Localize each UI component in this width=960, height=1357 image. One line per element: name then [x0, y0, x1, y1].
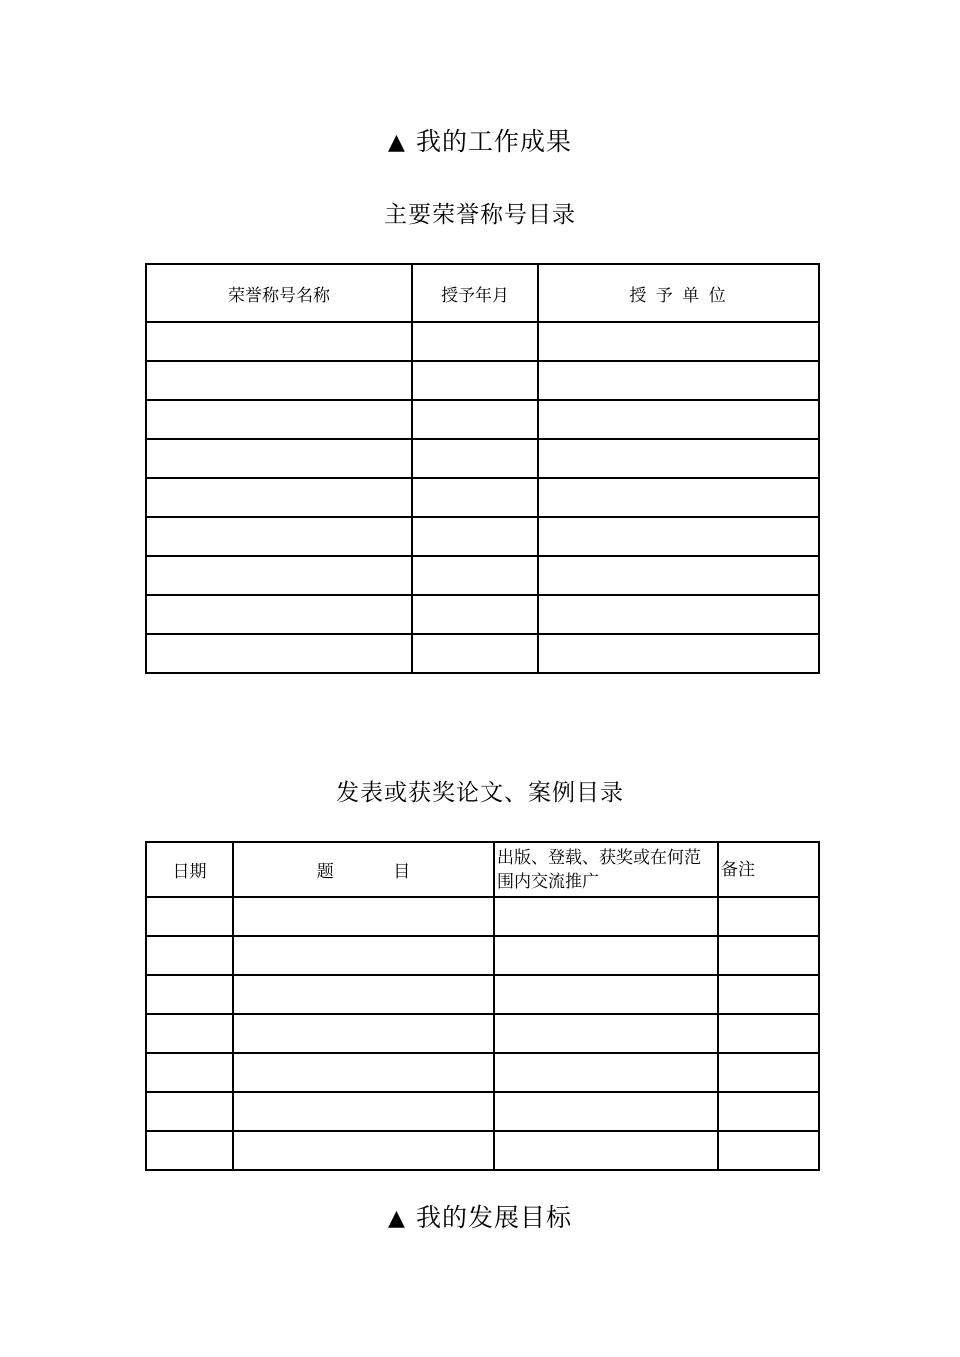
honors-cell[interactable] — [412, 478, 538, 517]
honors-cell[interactable] — [146, 361, 412, 400]
papers-header-date: 日期 — [146, 842, 233, 897]
papers-cell[interactable] — [718, 1131, 819, 1170]
papers-row — [146, 936, 819, 975]
papers-cell[interactable] — [233, 1053, 494, 1092]
honors-header-unit: 授 予 单 位 — [538, 264, 819, 322]
papers-cell[interactable] — [718, 1053, 819, 1092]
papers-cell[interactable] — [146, 897, 233, 936]
papers-cell[interactable] — [146, 1053, 233, 1092]
papers-cell[interactable] — [494, 975, 718, 1014]
papers-body — [146, 897, 819, 1170]
honors-cell[interactable] — [146, 439, 412, 478]
honors-cell[interactable] — [412, 517, 538, 556]
papers-cell[interactable] — [146, 936, 233, 975]
achievements-title: 我的工作成果 — [415, 127, 572, 156]
honors-row — [146, 400, 819, 439]
papers-cell[interactable] — [146, 1014, 233, 1053]
honors-cell[interactable] — [412, 439, 538, 478]
papers-cell[interactable] — [494, 1053, 718, 1092]
honors-cell[interactable] — [538, 595, 819, 634]
honors-cell[interactable] — [146, 595, 412, 634]
honors-table — [145, 263, 820, 674]
honors-cell[interactable] — [538, 439, 819, 478]
papers-row — [146, 897, 819, 936]
triangle-marker-icon: ▲ — [388, 130, 406, 155]
papers-cell[interactable] — [718, 1014, 819, 1053]
papers-cell[interactable] — [494, 1092, 718, 1131]
honors-cell[interactable] — [538, 634, 819, 673]
honors-cell[interactable] — [412, 556, 538, 595]
honors-cell[interactable] — [538, 361, 819, 400]
papers-cell[interactable] — [494, 936, 718, 975]
papers-row — [146, 1053, 819, 1092]
honors-cell[interactable] — [412, 361, 538, 400]
papers-table — [145, 841, 820, 1171]
papers-cell[interactable] — [146, 1092, 233, 1131]
papers-header-scope: 出版、登载、获奖或在何范围内交流推广 — [494, 842, 718, 897]
papers-cell[interactable] — [718, 897, 819, 936]
honors-cell[interactable] — [146, 400, 412, 439]
honors-cell[interactable] — [146, 517, 412, 556]
papers-cell[interactable] — [233, 975, 494, 1014]
honors-row — [146, 439, 819, 478]
papers-cell[interactable] — [718, 975, 819, 1014]
papers-cell[interactable] — [233, 1014, 494, 1053]
goals-heading — [0, 1202, 960, 1235]
papers-header-remarks: 备注 — [718, 842, 819, 897]
papers-row — [146, 1014, 819, 1053]
honors-body — [146, 322, 819, 673]
honors-cell[interactable] — [146, 322, 412, 361]
papers-row — [146, 1092, 819, 1131]
honors-title: 主要荣誉称号目录 — [384, 202, 576, 228]
honors-cell[interactable] — [412, 400, 538, 439]
papers-cell[interactable] — [233, 936, 494, 975]
honors-header-name: 荣誉称号名称 — [146, 264, 412, 322]
honors-cell[interactable] — [412, 634, 538, 673]
honors-header-date: 授予年月 — [412, 264, 538, 322]
honors-row — [146, 556, 819, 595]
honors-row — [146, 595, 819, 634]
papers-cell[interactable] — [146, 975, 233, 1014]
papers-cell[interactable] — [233, 1131, 494, 1170]
goals-title: 我的发展目标 — [415, 1203, 572, 1232]
honors-cell[interactable] — [146, 556, 412, 595]
papers-cell[interactable] — [233, 1092, 494, 1131]
honors-cell[interactable] — [538, 517, 819, 556]
honors-header-row — [146, 264, 819, 322]
honors-cell[interactable] — [538, 478, 819, 517]
honors-row — [146, 517, 819, 556]
papers-cell[interactable] — [718, 1092, 819, 1131]
honors-row — [146, 478, 819, 517]
papers-cell[interactable] — [146, 1131, 233, 1170]
papers-cell[interactable] — [494, 1014, 718, 1053]
papers-row — [146, 975, 819, 1014]
papers-cell[interactable] — [718, 936, 819, 975]
honors-row — [146, 634, 819, 673]
papers-header-title: 题 目 — [233, 842, 494, 897]
papers-cell[interactable] — [494, 897, 718, 936]
triangle-marker-icon: ▲ — [388, 1206, 406, 1231]
papers-cell[interactable] — [233, 897, 494, 936]
achievements-heading — [0, 126, 960, 159]
papers-row — [146, 1131, 819, 1170]
honors-cell[interactable] — [538, 400, 819, 439]
honors-row — [146, 361, 819, 400]
honors-row — [146, 322, 819, 361]
honors-cell[interactable] — [412, 322, 538, 361]
papers-title: 发表或获奖论文、案例目录 — [336, 780, 624, 806]
honors-cell[interactable] — [538, 556, 819, 595]
honors-cell[interactable] — [146, 634, 412, 673]
papers-header-row — [146, 842, 819, 897]
honors-cell[interactable] — [538, 322, 819, 361]
papers-cell[interactable] — [494, 1131, 718, 1170]
honors-cell[interactable] — [412, 595, 538, 634]
honors-cell[interactable] — [146, 478, 412, 517]
